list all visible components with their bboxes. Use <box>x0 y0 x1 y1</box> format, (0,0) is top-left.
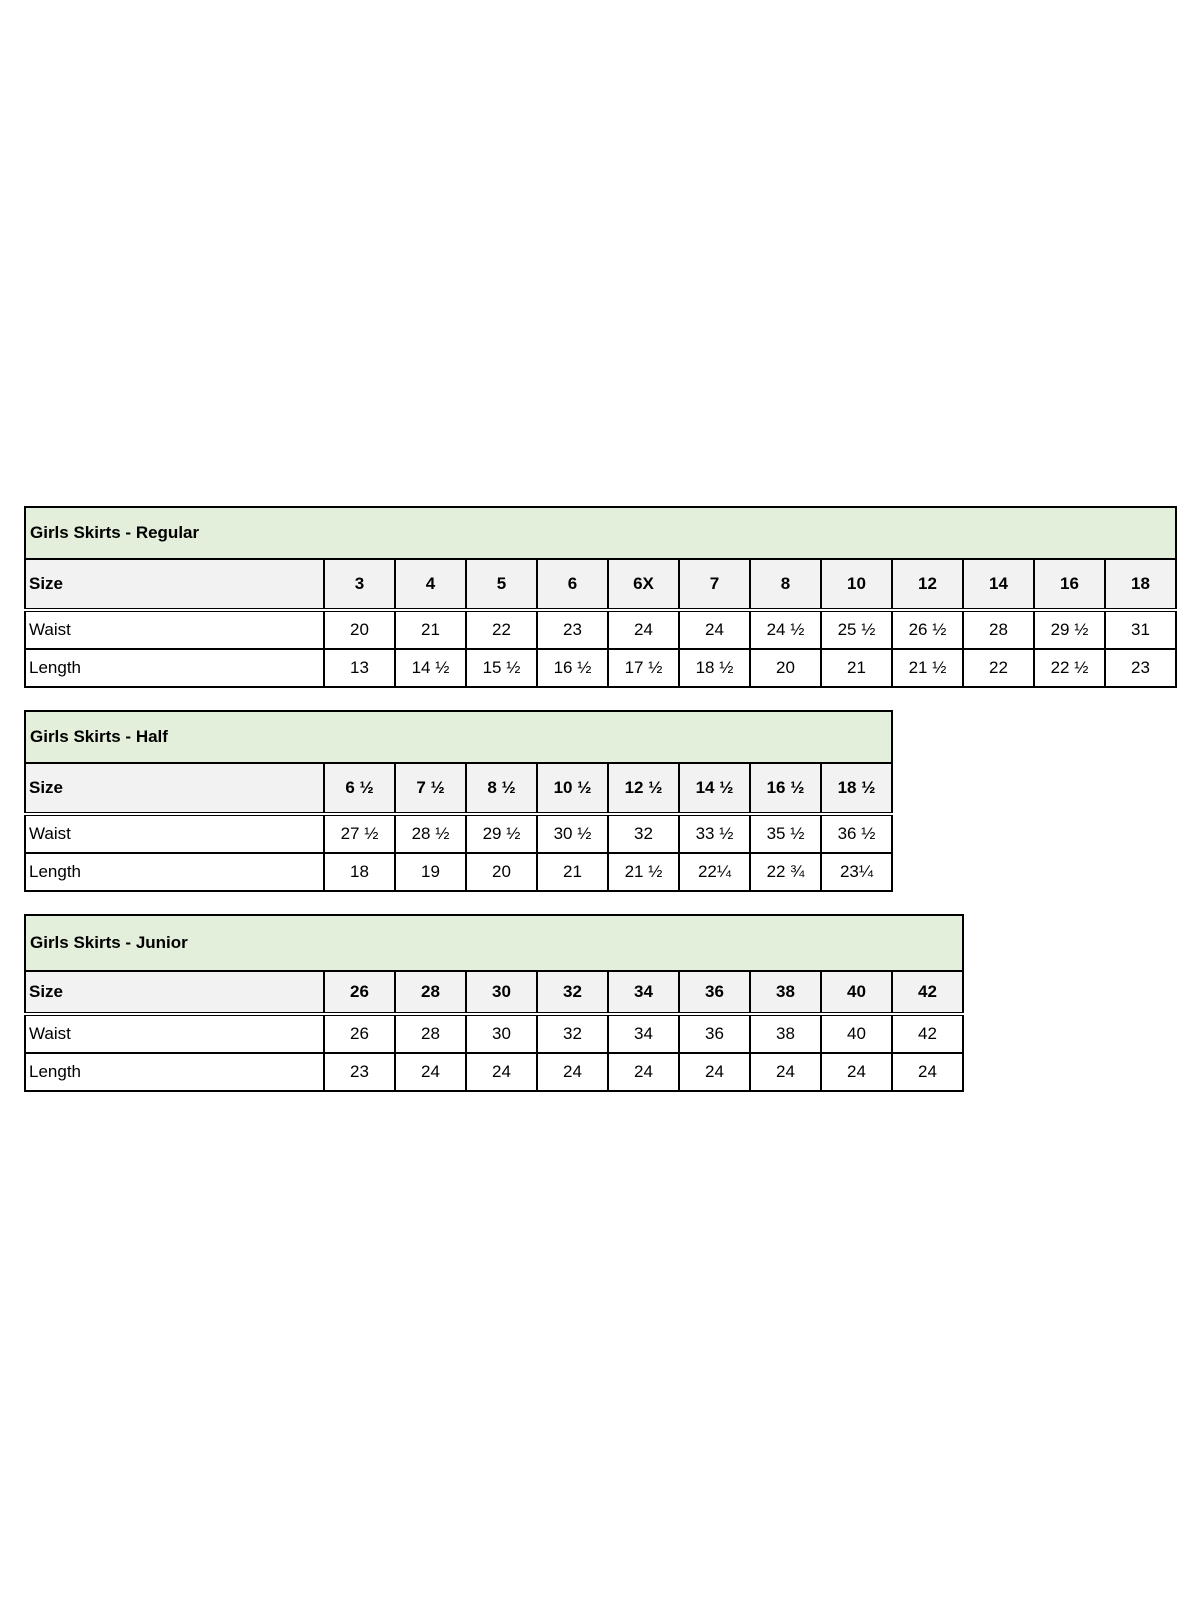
table-title: Girls Skirts - Regular <box>25 507 1176 559</box>
size-header-cell: 28 <box>395 971 466 1014</box>
table-cell: 21 ½ <box>608 853 679 891</box>
size-header-cell: 3 <box>324 559 395 610</box>
size-chart-regular <box>24 506 1177 688</box>
table-cell: 22 ¾ <box>750 853 821 891</box>
table-cell: 24 <box>608 610 679 649</box>
table-cell: 29 ½ <box>466 814 537 853</box>
row-label-size: Size <box>25 559 324 610</box>
table-cell: 33 ½ <box>679 814 750 853</box>
table-cell: 22 ½ <box>1034 649 1105 687</box>
size-chart-half <box>24 710 893 892</box>
row-label-waist: Waist <box>25 610 324 649</box>
size-header-cell: 18 <box>1105 559 1176 610</box>
table-cell: 16 ½ <box>537 649 608 687</box>
table-cell: 24 <box>608 1053 679 1091</box>
size-header-cell: 34 <box>608 971 679 1014</box>
table-cell: 24 <box>537 1053 608 1091</box>
table-cell: 40 <box>821 1014 892 1053</box>
size-header-cell: 16 ½ <box>750 763 821 814</box>
table-cell: 38 <box>750 1014 821 1053</box>
row-label-waist: Waist <box>25 814 324 853</box>
size-header-cell: 36 <box>679 971 750 1014</box>
table-cell: 18 ½ <box>679 649 750 687</box>
table-cell: 23¼ <box>821 853 892 891</box>
table-row-length <box>25 1053 963 1091</box>
table-row-waist <box>25 1014 963 1053</box>
table-cell: 24 <box>750 1053 821 1091</box>
table-cell: 36 <box>679 1014 750 1053</box>
table-cell: 21 <box>821 649 892 687</box>
size-chart-junior <box>24 914 964 1092</box>
table-cell: 24 <box>679 610 750 649</box>
table-cell: 30 <box>466 1014 537 1053</box>
size-header-cell: 6X <box>608 559 679 610</box>
size-header-cell: 6 <box>537 559 608 610</box>
size-header-cell: 4 <box>395 559 466 610</box>
size-header-cell: 8 ½ <box>466 763 537 814</box>
size-header-cell: 10 <box>821 559 892 610</box>
table-cell: 28 ½ <box>395 814 466 853</box>
size-header-cell: 18 ½ <box>821 763 892 814</box>
table-cell: 28 <box>395 1014 466 1053</box>
table-cell: 21 <box>537 853 608 891</box>
table-cell: 24 <box>679 1053 750 1091</box>
table-cell: 36 ½ <box>821 814 892 853</box>
table-title: Girls Skirts - Junior <box>25 915 963 971</box>
table-cell: 15 ½ <box>466 649 537 687</box>
table-cell: 22¼ <box>679 853 750 891</box>
size-header-cell: 12 ½ <box>608 763 679 814</box>
table-row-waist <box>25 814 892 853</box>
size-header-cell: 6 ½ <box>324 763 395 814</box>
table-cell: 17 ½ <box>608 649 679 687</box>
table-cell: 20 <box>750 649 821 687</box>
table-cell: 24 <box>466 1053 537 1091</box>
table-cell: 20 <box>324 610 395 649</box>
size-header-cell: 8 <box>750 559 821 610</box>
table-cell: 20 <box>466 853 537 891</box>
size-header-cell: 7 ½ <box>395 763 466 814</box>
table-cell: 23 <box>324 1053 395 1091</box>
size-header-cell: 5 <box>466 559 537 610</box>
size-header-cell: 16 <box>1034 559 1105 610</box>
size-header-cell: 38 <box>750 971 821 1014</box>
size-header-cell: 10 ½ <box>537 763 608 814</box>
table-row-length <box>25 853 892 891</box>
table-cell: 28 <box>963 610 1034 649</box>
table-cell: 14 ½ <box>395 649 466 687</box>
size-header-cell: 12 <box>892 559 963 610</box>
table-cell: 29 ½ <box>1034 610 1105 649</box>
table-row-length <box>25 649 1176 687</box>
row-label-waist: Waist <box>25 1014 324 1053</box>
row-label-size: Size <box>25 971 324 1014</box>
row-label-length: Length <box>25 1053 324 1091</box>
table-cell: 22 <box>466 610 537 649</box>
table-cell: 23 <box>1105 649 1176 687</box>
size-header-row <box>25 559 1176 610</box>
table-cell: 30 ½ <box>537 814 608 853</box>
table-cell: 26 <box>324 1014 395 1053</box>
size-header-cell: 14 ½ <box>679 763 750 814</box>
table-cell: 23 <box>537 610 608 649</box>
table-title: Girls Skirts - Half <box>25 711 892 763</box>
table-cell: 21 <box>395 610 466 649</box>
table-cell: 24 <box>395 1053 466 1091</box>
row-label-length: Length <box>25 649 324 687</box>
size-header-cell: 7 <box>679 559 750 610</box>
table-cell: 27 ½ <box>324 814 395 853</box>
size-header-cell: 30 <box>466 971 537 1014</box>
table-cell: 32 <box>608 814 679 853</box>
size-header-cell: 32 <box>537 971 608 1014</box>
table-cell: 24 ½ <box>750 610 821 649</box>
table-cell: 18 <box>324 853 395 891</box>
size-header-cell: 14 <box>963 559 1034 610</box>
size-header-cell: 26 <box>324 971 395 1014</box>
table-cell: 34 <box>608 1014 679 1053</box>
table-cell: 22 <box>963 649 1034 687</box>
table-cell: 26 ½ <box>892 610 963 649</box>
size-header-cell: 42 <box>892 971 963 1014</box>
table-cell: 32 <box>537 1014 608 1053</box>
table-cell: 31 <box>1105 610 1176 649</box>
row-label-size: Size <box>25 763 324 814</box>
table-cell: 24 <box>821 1053 892 1091</box>
table-cell: 35 ½ <box>750 814 821 853</box>
table-cell: 24 <box>892 1053 963 1091</box>
table-cell: 42 <box>892 1014 963 1053</box>
size-header-cell: 40 <box>821 971 892 1014</box>
table-cell: 25 ½ <box>821 610 892 649</box>
size-header-row <box>25 971 963 1014</box>
table-cell: 21 ½ <box>892 649 963 687</box>
table-cell: 13 <box>324 649 395 687</box>
table-cell: 19 <box>395 853 466 891</box>
table-row-waist <box>25 610 1176 649</box>
size-header-row <box>25 763 892 814</box>
row-label-length: Length <box>25 853 324 891</box>
